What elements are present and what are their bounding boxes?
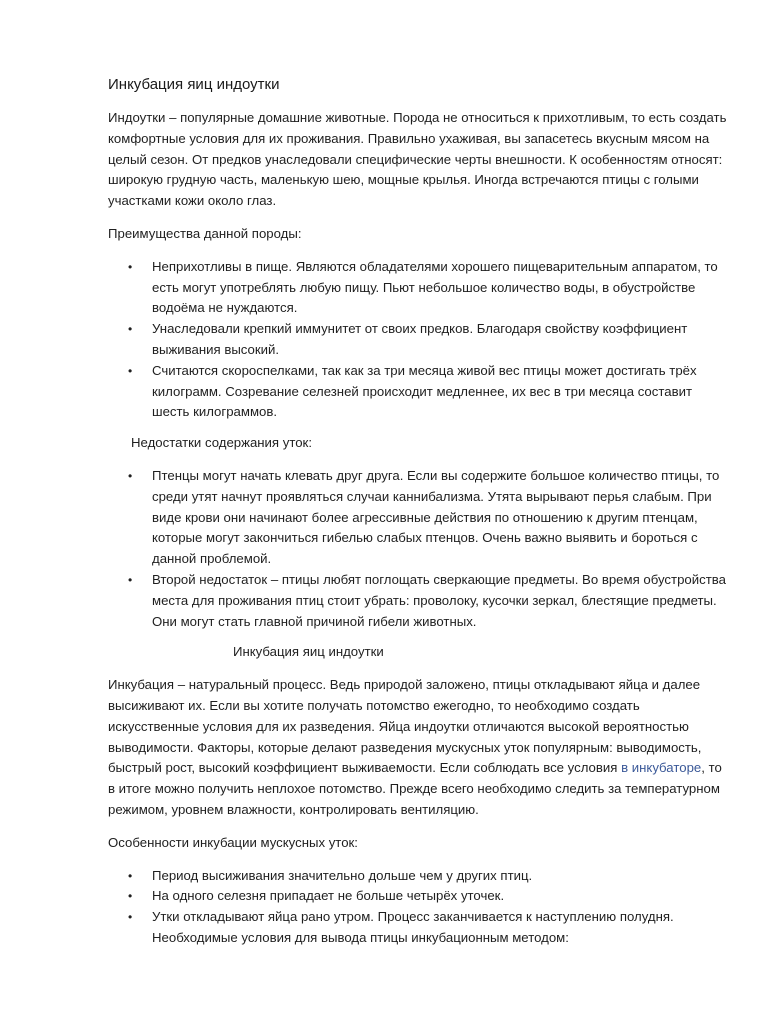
document-title: Инкубация яиц индоутки	[108, 76, 280, 93]
bullet-icon: •	[128, 322, 133, 337]
list-item	[108, 866, 728, 887]
list-item	[108, 319, 728, 361]
incubation-text-start: Инкубация – натуральный процесс. Ведь природой заложено, птицы откладывают яйца и далее высиживают их. Если вы хотите получать потомство ежегодно, то необходимо создать искусственные условия для их разведения. Яйца индоутки отличаются высокой вероятностью выводимости. Факторы, которые делают разведения мускусных уток популярным: выводимость, быстрый рост, высокий коэффициент выживаемости. Если соблюдать все условия	[108, 677, 702, 776]
advantages-list	[108, 257, 728, 423]
list-item	[108, 257, 728, 319]
bullet-icon: •	[128, 868, 133, 883]
list-item-text: Считаются скороспелками, так как за три месяца живой вес птицы может достигать трёх килограмм. Созревание селезней происходит медленнее, их вес в три месяца составит шесть килограммов.	[152, 362, 697, 420]
bullet-icon: •	[128, 468, 133, 483]
disadvantages-heading: Недостатки содержания уток:	[131, 435, 312, 451]
section-title: Инкубация яиц индоутки	[233, 644, 384, 660]
disadvantages-list	[108, 466, 728, 632]
list-item-text: Период высиживания значительно дольше чем у других птиц.	[152, 867, 533, 883]
list-item	[108, 886, 728, 907]
features-heading: Особенности инкубации мускусных уток:	[108, 834, 358, 850]
list-item-text: На одного селезня припадает не больше четырёх уточек.	[152, 888, 505, 904]
bullet-icon: •	[128, 572, 133, 587]
bullet-icon: •	[128, 363, 133, 378]
list-item-text: Второй недостаток – птицы любят поглощать сверкающие предметы. Во время обустройства места для проживания птиц стоит убрать: проволоку, кусочки зеркал, блестящие предметы. Они могут стать главной причиной гибели животных.	[152, 571, 726, 629]
bullet-icon: •	[128, 910, 133, 925]
list-item	[108, 907, 728, 949]
list-item-text: Унаследовали крепкий иммунитет от своих предков. Благодаря свойству коэффициент выживания высокий.	[152, 321, 688, 357]
document-page	[108, 75, 728, 959]
list-item	[108, 570, 728, 632]
list-item-text: Птенцы могут начать клевать друг друга. Если вы содержите большое количество птицы, то среди утят начнут проявляться случаи каннибализма. Утята вырывают перья слабым. При виде крови они начинают более агрессивные действия по отношению к другим птенцам, которые могут закончиться гибелью слабых птенцов. Очень важно выявить и бороться с данной проблемой.	[152, 467, 720, 567]
advantages-heading: Преимущества данной породы:	[108, 225, 302, 241]
list-item	[108, 466, 728, 570]
list-item-text: Неприхотливы в пище. Являются обладателями хорошего пищеварительным аппаратом, то есть могут употреблять любую пищу. Пьют небольшое количество воды, в обустройстве водоёма не нуждаются.	[152, 258, 718, 316]
list-item	[108, 361, 728, 423]
list-item-text: Утки откладывают яйца рано утром. Процесс заканчивается к наступлению полудня. Необходимые условия для вывода птицы инкубационным методом:	[152, 909, 674, 945]
bullet-icon: •	[128, 889, 133, 904]
incubation-paragraph	[108, 675, 728, 821]
bullet-icon: •	[128, 259, 133, 274]
features-list	[108, 866, 728, 949]
incubation-text-end: , то в итоге можно получить неплохое потомство. Прежде всего необходимо следить за температурном режимом, уровнем влажности, контролировать вентиляцию.	[108, 760, 722, 817]
intro-paragraph: Индоутки – популярные домашние животные. Порода не относиться к прихотливым, то есть создать комфортные условия для их проживания. Правильно ухаживая, вы запасетесь вкусным мясом на целый сезон. От предков унаследовали специфические черты внешности. К особенностям относят: широкую грудную часть, маленькую шею, мощные крылья. Иногда встречаются птицы с голыми участками кожи около глаз.	[108, 110, 727, 209]
incubator-link[interactable]: в инкубаторе	[621, 760, 702, 776]
